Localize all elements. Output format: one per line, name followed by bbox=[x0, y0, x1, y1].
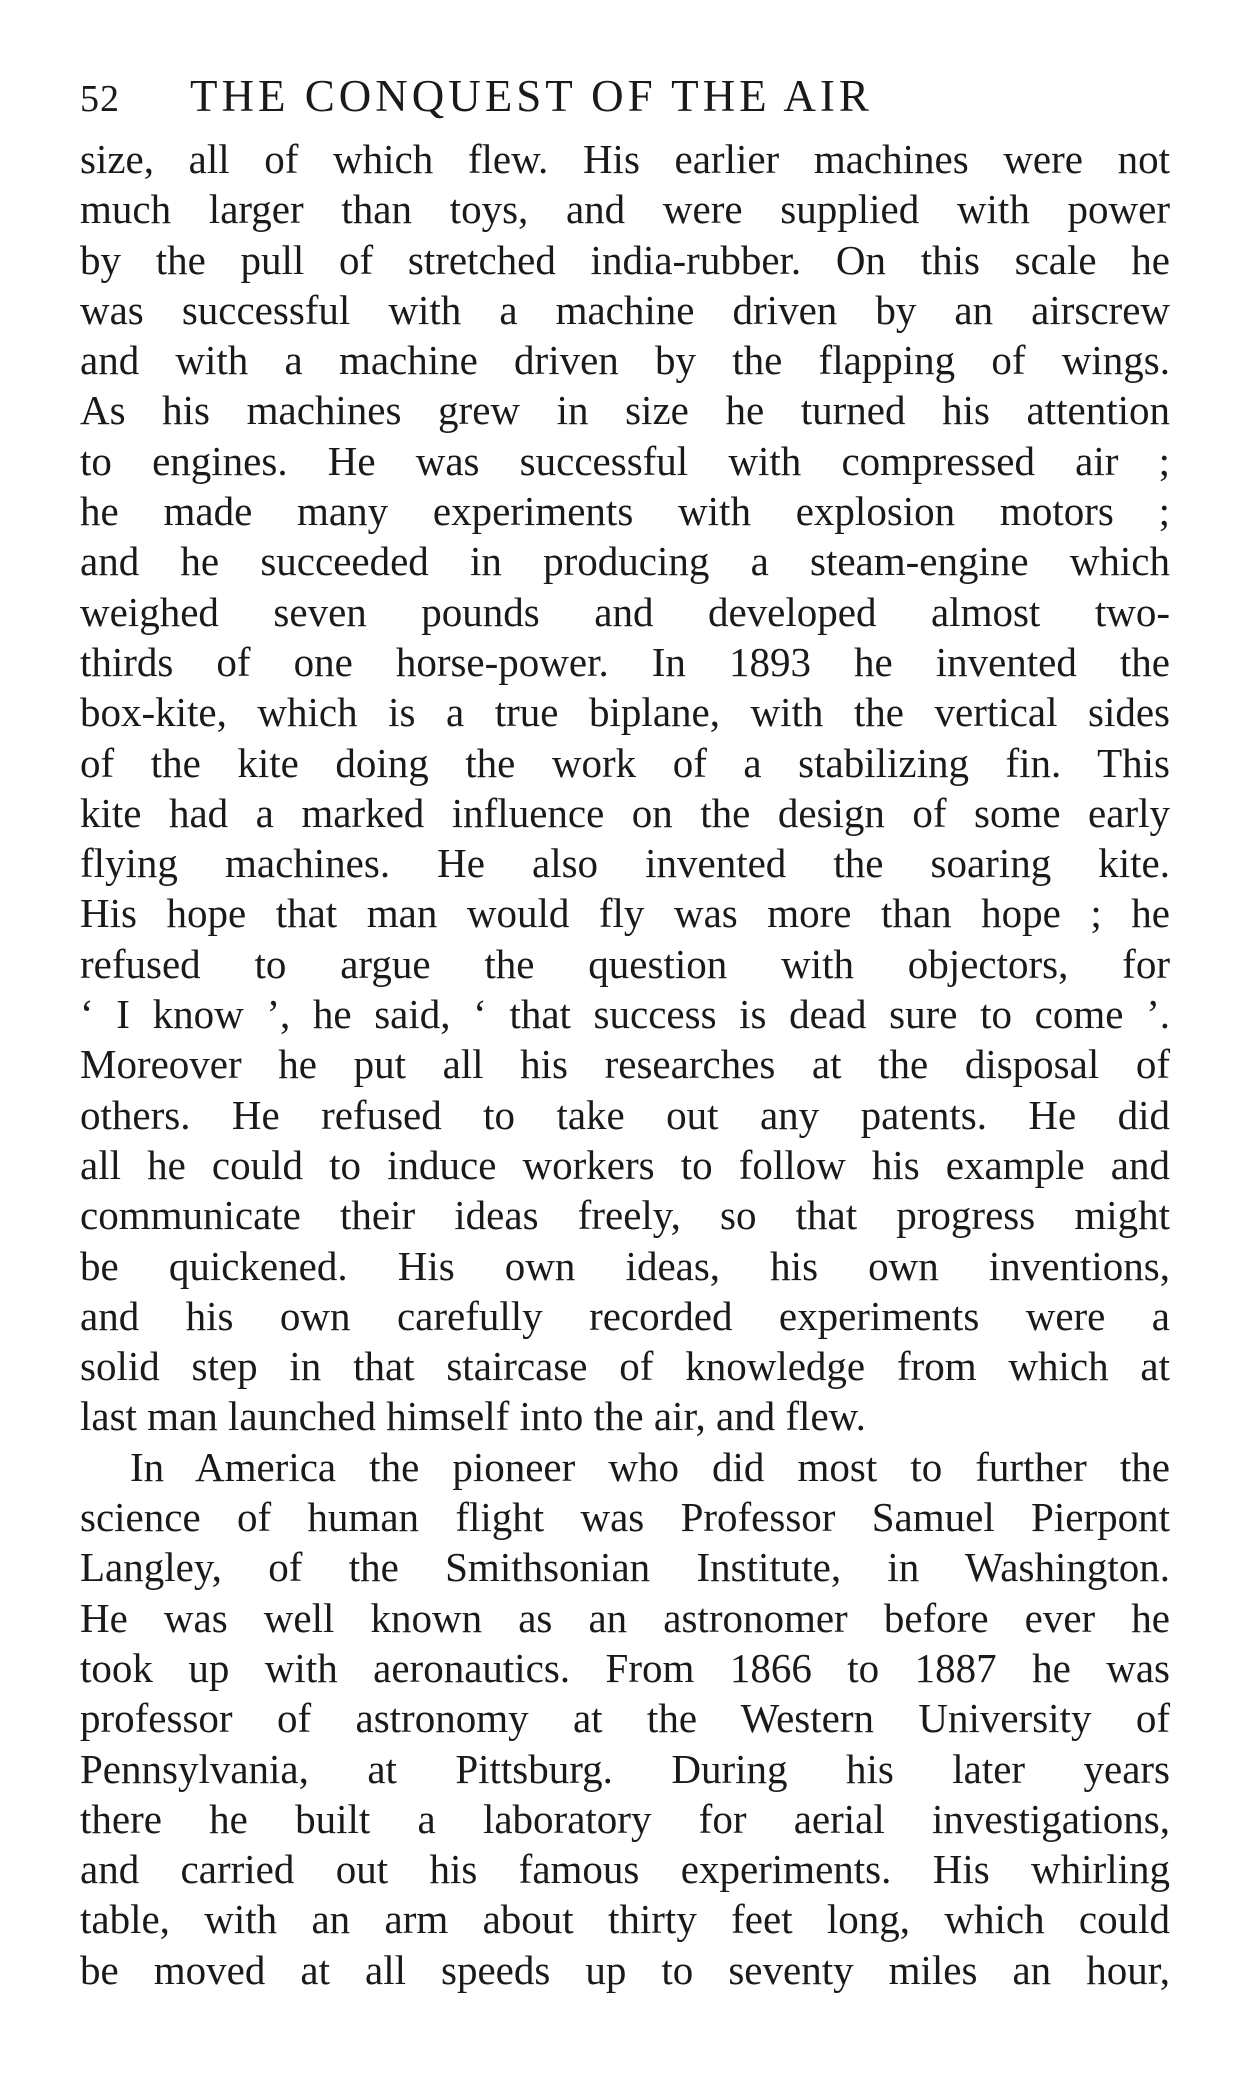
text-line: all he could to induce workers to follow his example and bbox=[80, 1141, 1170, 1188]
text-line: science of human flight was Professor Samuel Pierpont bbox=[80, 1494, 1170, 1541]
text-line: professor of astronomy at the Western University of bbox=[80, 1695, 1170, 1742]
text-line: kite had a marked influence on the design of some early bbox=[80, 789, 1170, 836]
page-number: 52 bbox=[80, 78, 120, 120]
text-line: His hope that man would fly was more than hope ; he bbox=[80, 890, 1170, 937]
text-line: flying machines. He also invented the soaring kite. bbox=[80, 840, 1170, 887]
text-line: refused to argue the question with objectors, for bbox=[80, 940, 1170, 987]
text-line: As his machines grew in size he turned his attention bbox=[80, 387, 1170, 434]
text-line: and with a machine driven by the flapping of wings. bbox=[80, 337, 1170, 384]
text-line: In America the pioneer who did most to further the bbox=[130, 1443, 1170, 1490]
text-line: box-kite, which is a true biplane, with the vertical sides bbox=[80, 689, 1170, 736]
text-line: of the kite doing the work of a stabilizing fin. This bbox=[80, 739, 1170, 786]
text-line: communicate their ideas freely, so that progress might bbox=[80, 1192, 1170, 1239]
text-line: He was well known as an astronomer before ever he bbox=[80, 1594, 1170, 1641]
book-page bbox=[80, 70, 1170, 1995]
paragraph-2 bbox=[80, 1442, 1170, 1995]
text-line: last man launched himself into the air, and flew. bbox=[80, 1393, 866, 1440]
text-line: solid step in that staircase of knowledge from which at bbox=[80, 1343, 1170, 1390]
text-line: he made many experiments with explosion motors ; bbox=[80, 488, 1170, 535]
text-line: Langley, of the Smithsonian Institute, in Washington. bbox=[80, 1544, 1170, 1591]
text-line: weighed seven pounds and developed almost two- bbox=[80, 588, 1170, 635]
text-line: be quickened. His own ideas, his own inventions, bbox=[80, 1242, 1170, 1289]
text-line: was successful with a machine driven by an airscrew bbox=[80, 286, 1170, 333]
text-line: size, all of which flew. His earlier machines were not bbox=[80, 136, 1170, 182]
text-line: be moved at all speeds up to seventy miles an hour, bbox=[80, 1946, 1170, 1993]
text-line: by the pull of stretched india-rubber. On this scale he bbox=[80, 236, 1170, 283]
text-line: there he built a laboratory for aerial investigations, bbox=[80, 1795, 1170, 1842]
text-line: took up with aeronautics. From 1866 to 1887 he was bbox=[80, 1644, 1170, 1691]
running-head bbox=[80, 70, 1170, 132]
text-line: others. He refused to take out any patents. He did bbox=[80, 1091, 1170, 1138]
running-title: THE CONQUEST OF THE AIR bbox=[190, 71, 873, 121]
text-line: table, with an arm about thirty feet long, which could bbox=[80, 1896, 1170, 1943]
body-text bbox=[80, 134, 1170, 1995]
paragraph-1 bbox=[80, 134, 1170, 1442]
text-line: ‘ I know ’, he said, ‘ that success is dead sure to come ’. bbox=[80, 991, 1170, 1038]
text-line: thirds of one horse-power. In 1893 he invented the bbox=[80, 638, 1170, 685]
text-line: Pennsylvania, at Pittsburg. During his later years bbox=[80, 1745, 1170, 1792]
text-line: and his own carefully recorded experiments were a bbox=[80, 1292, 1170, 1339]
text-line: to engines. He was successful with compressed air ; bbox=[80, 437, 1170, 484]
text-line: and he succeeded in producing a steam-engine which bbox=[80, 538, 1170, 585]
text-line: and carried out his famous experiments. His whirling bbox=[80, 1846, 1170, 1893]
text-line: Moreover he put all his researches at the disposal of bbox=[80, 1041, 1170, 1088]
text-line: much larger than toys, and were supplied with power bbox=[80, 186, 1170, 233]
